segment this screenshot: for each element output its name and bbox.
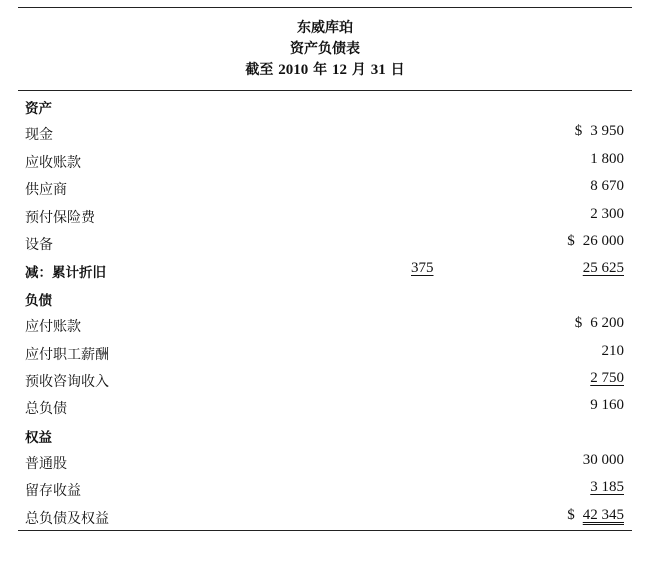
line-item-label: 设备: [25, 236, 53, 253]
line-item-amount: 210: [601, 342, 624, 359]
line-item-amount: [567, 233, 624, 250]
date-month-unit: 月: [351, 62, 366, 78]
line-item-amount: [567, 507, 624, 524]
dollar-sign: $: [567, 232, 575, 249]
section-assets: [18, 91, 632, 118]
statement-date: [18, 60, 632, 81]
section-equity: [18, 420, 632, 447]
amount-value: 26 000: [582, 232, 624, 249]
line-item-label: 留存收益: [25, 483, 81, 500]
line-item-equipment: [18, 228, 632, 255]
balance-sheet: [18, 7, 632, 531]
dollar-sign: $: [574, 315, 583, 332]
line-item-amount: 3 185: [590, 479, 624, 496]
line-item-label: 预付保险费: [25, 209, 95, 226]
statement-header: [18, 8, 632, 90]
line-item-common-stock: [18, 447, 632, 474]
line-item-unearned-revenue: [18, 365, 632, 392]
line-item-amount: 30 000: [582, 452, 624, 469]
dollar-sign: $: [574, 123, 583, 140]
statement-title: 资产负债表: [290, 41, 360, 57]
depreciation-value: 375: [411, 260, 434, 277]
line-item-amount: 8 670: [590, 178, 624, 195]
line-item-accounts-receivable: [18, 146, 632, 173]
line-item-prepaid-insurance: [18, 201, 632, 228]
date-year: 2010: [278, 62, 309, 78]
line-item-label: 普通股: [25, 456, 67, 473]
line-item-amount: 2 300: [590, 205, 624, 222]
line-item-cash: [18, 118, 632, 145]
line-item-amount: [575, 123, 624, 140]
bottom-rule: [18, 530, 632, 531]
dollar-sign: $: [567, 506, 575, 523]
line-item-amount: [575, 315, 624, 332]
line-item-supplies: [18, 173, 632, 200]
line-item-retained-earnings: [18, 474, 632, 501]
section-label: 权益: [25, 429, 52, 446]
line-item-salaries-payable: [18, 338, 632, 365]
line-item-total-liabilities-and-equity: [18, 502, 632, 529]
amount-value: 3 950: [590, 123, 624, 140]
line-item-label: 总负债: [25, 401, 67, 418]
line-item-accounts-payable: [18, 310, 632, 337]
line-item-label: 应付职工薪酬: [25, 346, 109, 363]
line-item-label: 应收账款: [25, 154, 81, 171]
line-item-label: 总负债及权益: [25, 510, 109, 527]
line-item-amount: 1 800: [590, 150, 624, 167]
line-item-total-liabilities: [18, 392, 632, 419]
date-day: 31: [370, 62, 386, 78]
line-item-amount: 9 160: [590, 397, 624, 414]
amount-value: 42 345: [582, 506, 624, 523]
line-item-label: 应付账款: [25, 319, 81, 336]
amount-value: 6 200: [590, 315, 624, 332]
date-prefix: 截至: [245, 62, 274, 78]
line-item-label: 预收咨询收入: [25, 373, 109, 390]
section-liabilities: [18, 283, 632, 310]
date-day-unit: 日: [390, 62, 405, 78]
section-label: 负债: [25, 292, 52, 309]
line-item-label: 供应商: [25, 182, 67, 199]
line-item-accumulated-depreciation: [18, 255, 632, 282]
line-item-amount: 2 750: [590, 369, 624, 386]
company-name: 东威库珀: [297, 20, 353, 36]
line-item-amount: 25 625: [582, 260, 624, 277]
line-item-label: 现金: [25, 127, 53, 144]
line-item-label: 减：累计折旧: [25, 265, 106, 282]
section-label: 资产: [25, 101, 52, 117]
date-month: 12: [332, 62, 347, 78]
date-year-unit: 年: [313, 62, 328, 78]
